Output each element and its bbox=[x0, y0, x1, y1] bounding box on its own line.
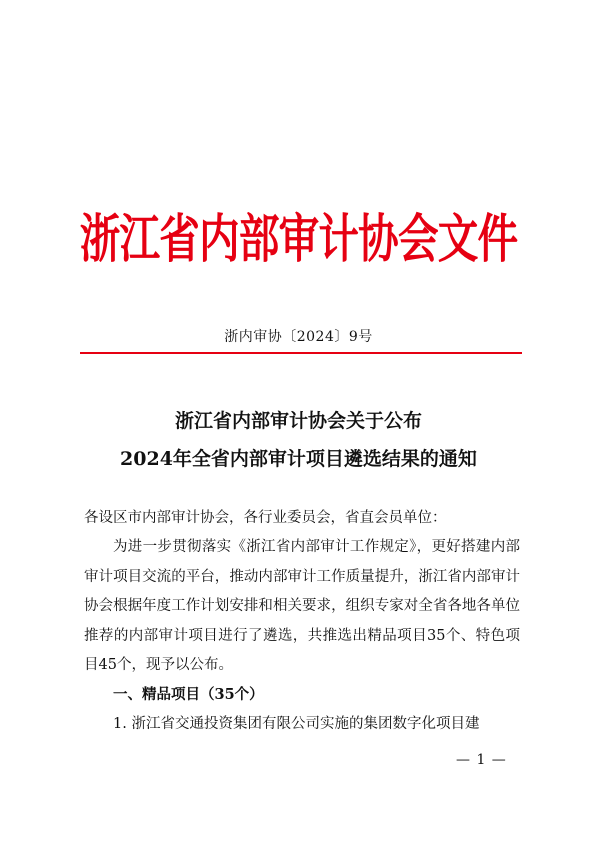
red-divider-line bbox=[80, 352, 522, 354]
notice-title-line-1: 浙江省内部审计协会关于公布 bbox=[174, 410, 422, 432]
body-paragraph: 为进一步贯彻落实《浙江省内部审计工作规定》，更好搭建内部审计项目交流的平台，推动内部审计工作质量提升，浙江省内部审计协会根据年度工作计划安排和相关要求，组织专家对全省各地各单位推荐的内部审计项目进行了遴选，共推选出精品项目35个、特色项目45个，现予以公布。 bbox=[84, 539, 520, 674]
notice-title-line-2: 2024年全省内部审计项目遴选结果的通知 bbox=[120, 448, 477, 470]
notice-title bbox=[0, 402, 597, 478]
document-number: 浙内审协〔2024〕9号 bbox=[224, 329, 373, 345]
notice-body bbox=[84, 504, 520, 739]
salutation: 各设区市内部审计协会，各行业委员会，省直会员单位： bbox=[84, 510, 447, 526]
section-heading: 一、精品项目（35个） bbox=[113, 686, 264, 704]
org-document-header-title: 浙江省内部审计协会文件 bbox=[79, 209, 518, 270]
page-number: — 1 — bbox=[456, 752, 507, 768]
list-item: 1. 浙江省交通投资集团有限公司实施的集团数字化项目建 bbox=[113, 715, 480, 732]
